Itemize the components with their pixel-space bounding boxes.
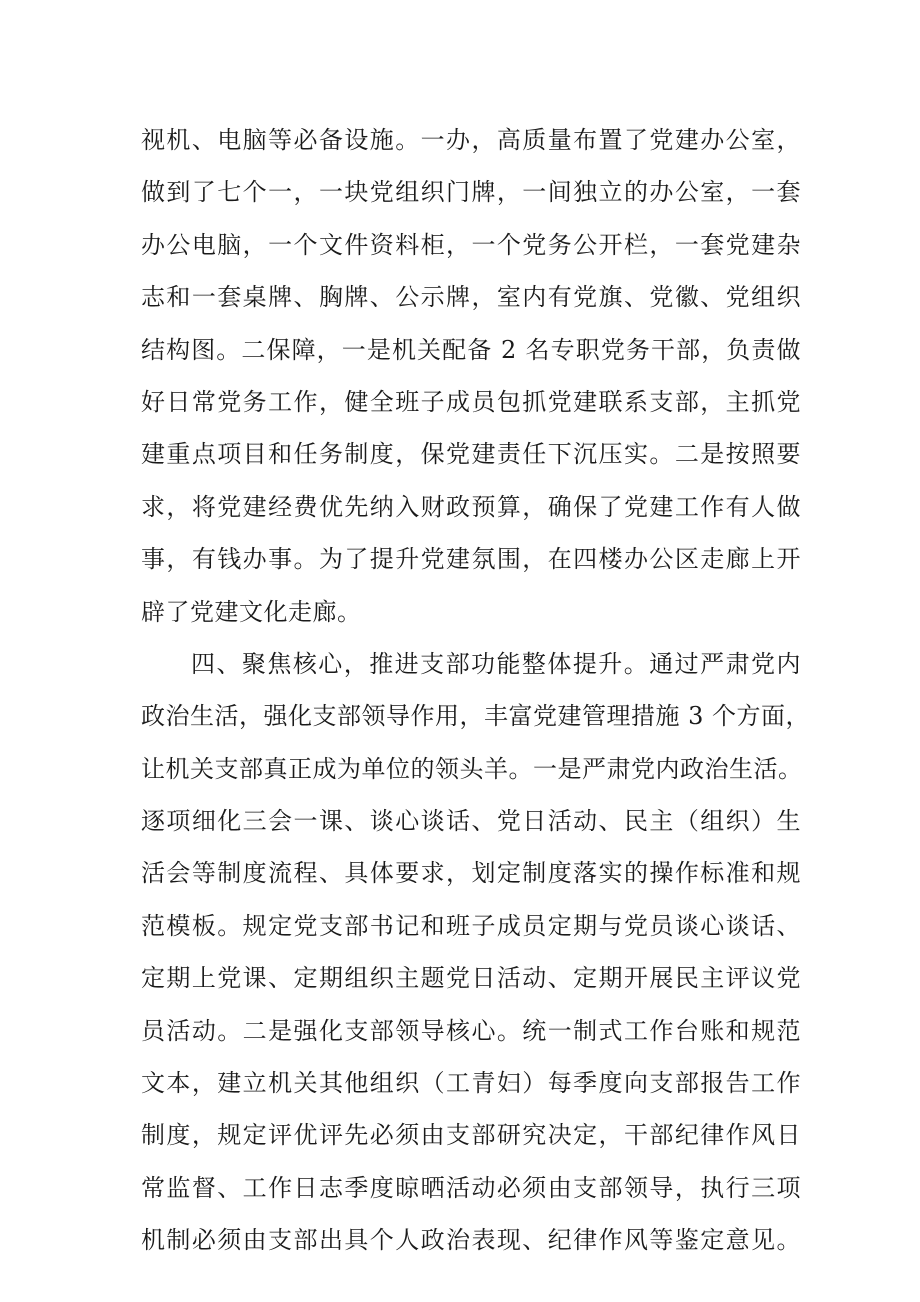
text-line: 辟了党建文化走廊。	[141, 597, 362, 626]
text-line: 定期上党课、定期组织主题党日活动、定期开展民主评议党	[141, 964, 801, 993]
text-line: 文本，建立机关其他组织（工青妇）每季度向支部报告工作	[141, 1069, 801, 1098]
text-line: 事，有钱办事。为了提升党建氛围，在四楼办公区走廊上开	[141, 545, 801, 574]
text-line: 范模板。规定党支部书记和班子成员定期与党员谈心谈话、	[141, 911, 801, 940]
text-line: 活会等制度流程、具体要求，划定制度落实的操作标准和规	[141, 859, 801, 888]
text-line: 四、聚焦核心，推进支部功能整体提升。通过严肃党内	[191, 649, 801, 678]
text-line: 政治生活，强化支部领导作用，丰富党建管理措施 3 个方面，	[141, 702, 811, 731]
text-line: 结构图。二保障，一是机关配备 2 名专职党务干部，负责做	[141, 335, 801, 364]
text-line: 做到了七个一，一块党组织门牌，一间独立的办公室，一套	[141, 178, 801, 207]
text-line: 常监督、工作日志季度晾晒活动必须由支部领导，执行三项	[141, 1173, 801, 1202]
text-line: 志和一套桌牌、胸牌、公示牌，室内有党旗、党徽、党组织	[141, 283, 801, 312]
text-line: 让机关支部真正成为单位的领头羊。一是严肃党内政治生活。	[141, 754, 803, 783]
text-line: 求，将党建经费优先纳入财政预算，确保了党建工作有人做	[141, 492, 801, 521]
text-line: 视机、电脑等必备设施。一办，高质量布置了党建办公室，	[141, 126, 801, 154]
paragraph	[141, 114, 801, 638]
text-line: 建重点项目和任务制度，保党建责任下沉压实。二是按照要	[141, 440, 801, 469]
text-line: 机制必须由支部出具个人政治表现、纪律作风等鉴定意见。	[141, 1226, 801, 1255]
text-line: 制度，规定评优评先必须由支部研究决定，干部纪律作风日	[141, 1121, 801, 1150]
text-line: 员活动。二是强化支部领导核心。统一制式工作台账和规范	[141, 1016, 801, 1045]
text-line: 办公电脑，一个文件资料柜，一个党务公开栏，一套党建杂	[141, 230, 801, 259]
paragraph	[141, 638, 811, 1267]
document-body	[141, 114, 811, 1267]
text-line: 逐项细化三会一课、谈心谈话、党日活动、民主（组织）生	[141, 807, 801, 836]
text-line: 好日常党务工作，健全班子成员包抓党建联系支部，主抓党	[141, 387, 801, 416]
